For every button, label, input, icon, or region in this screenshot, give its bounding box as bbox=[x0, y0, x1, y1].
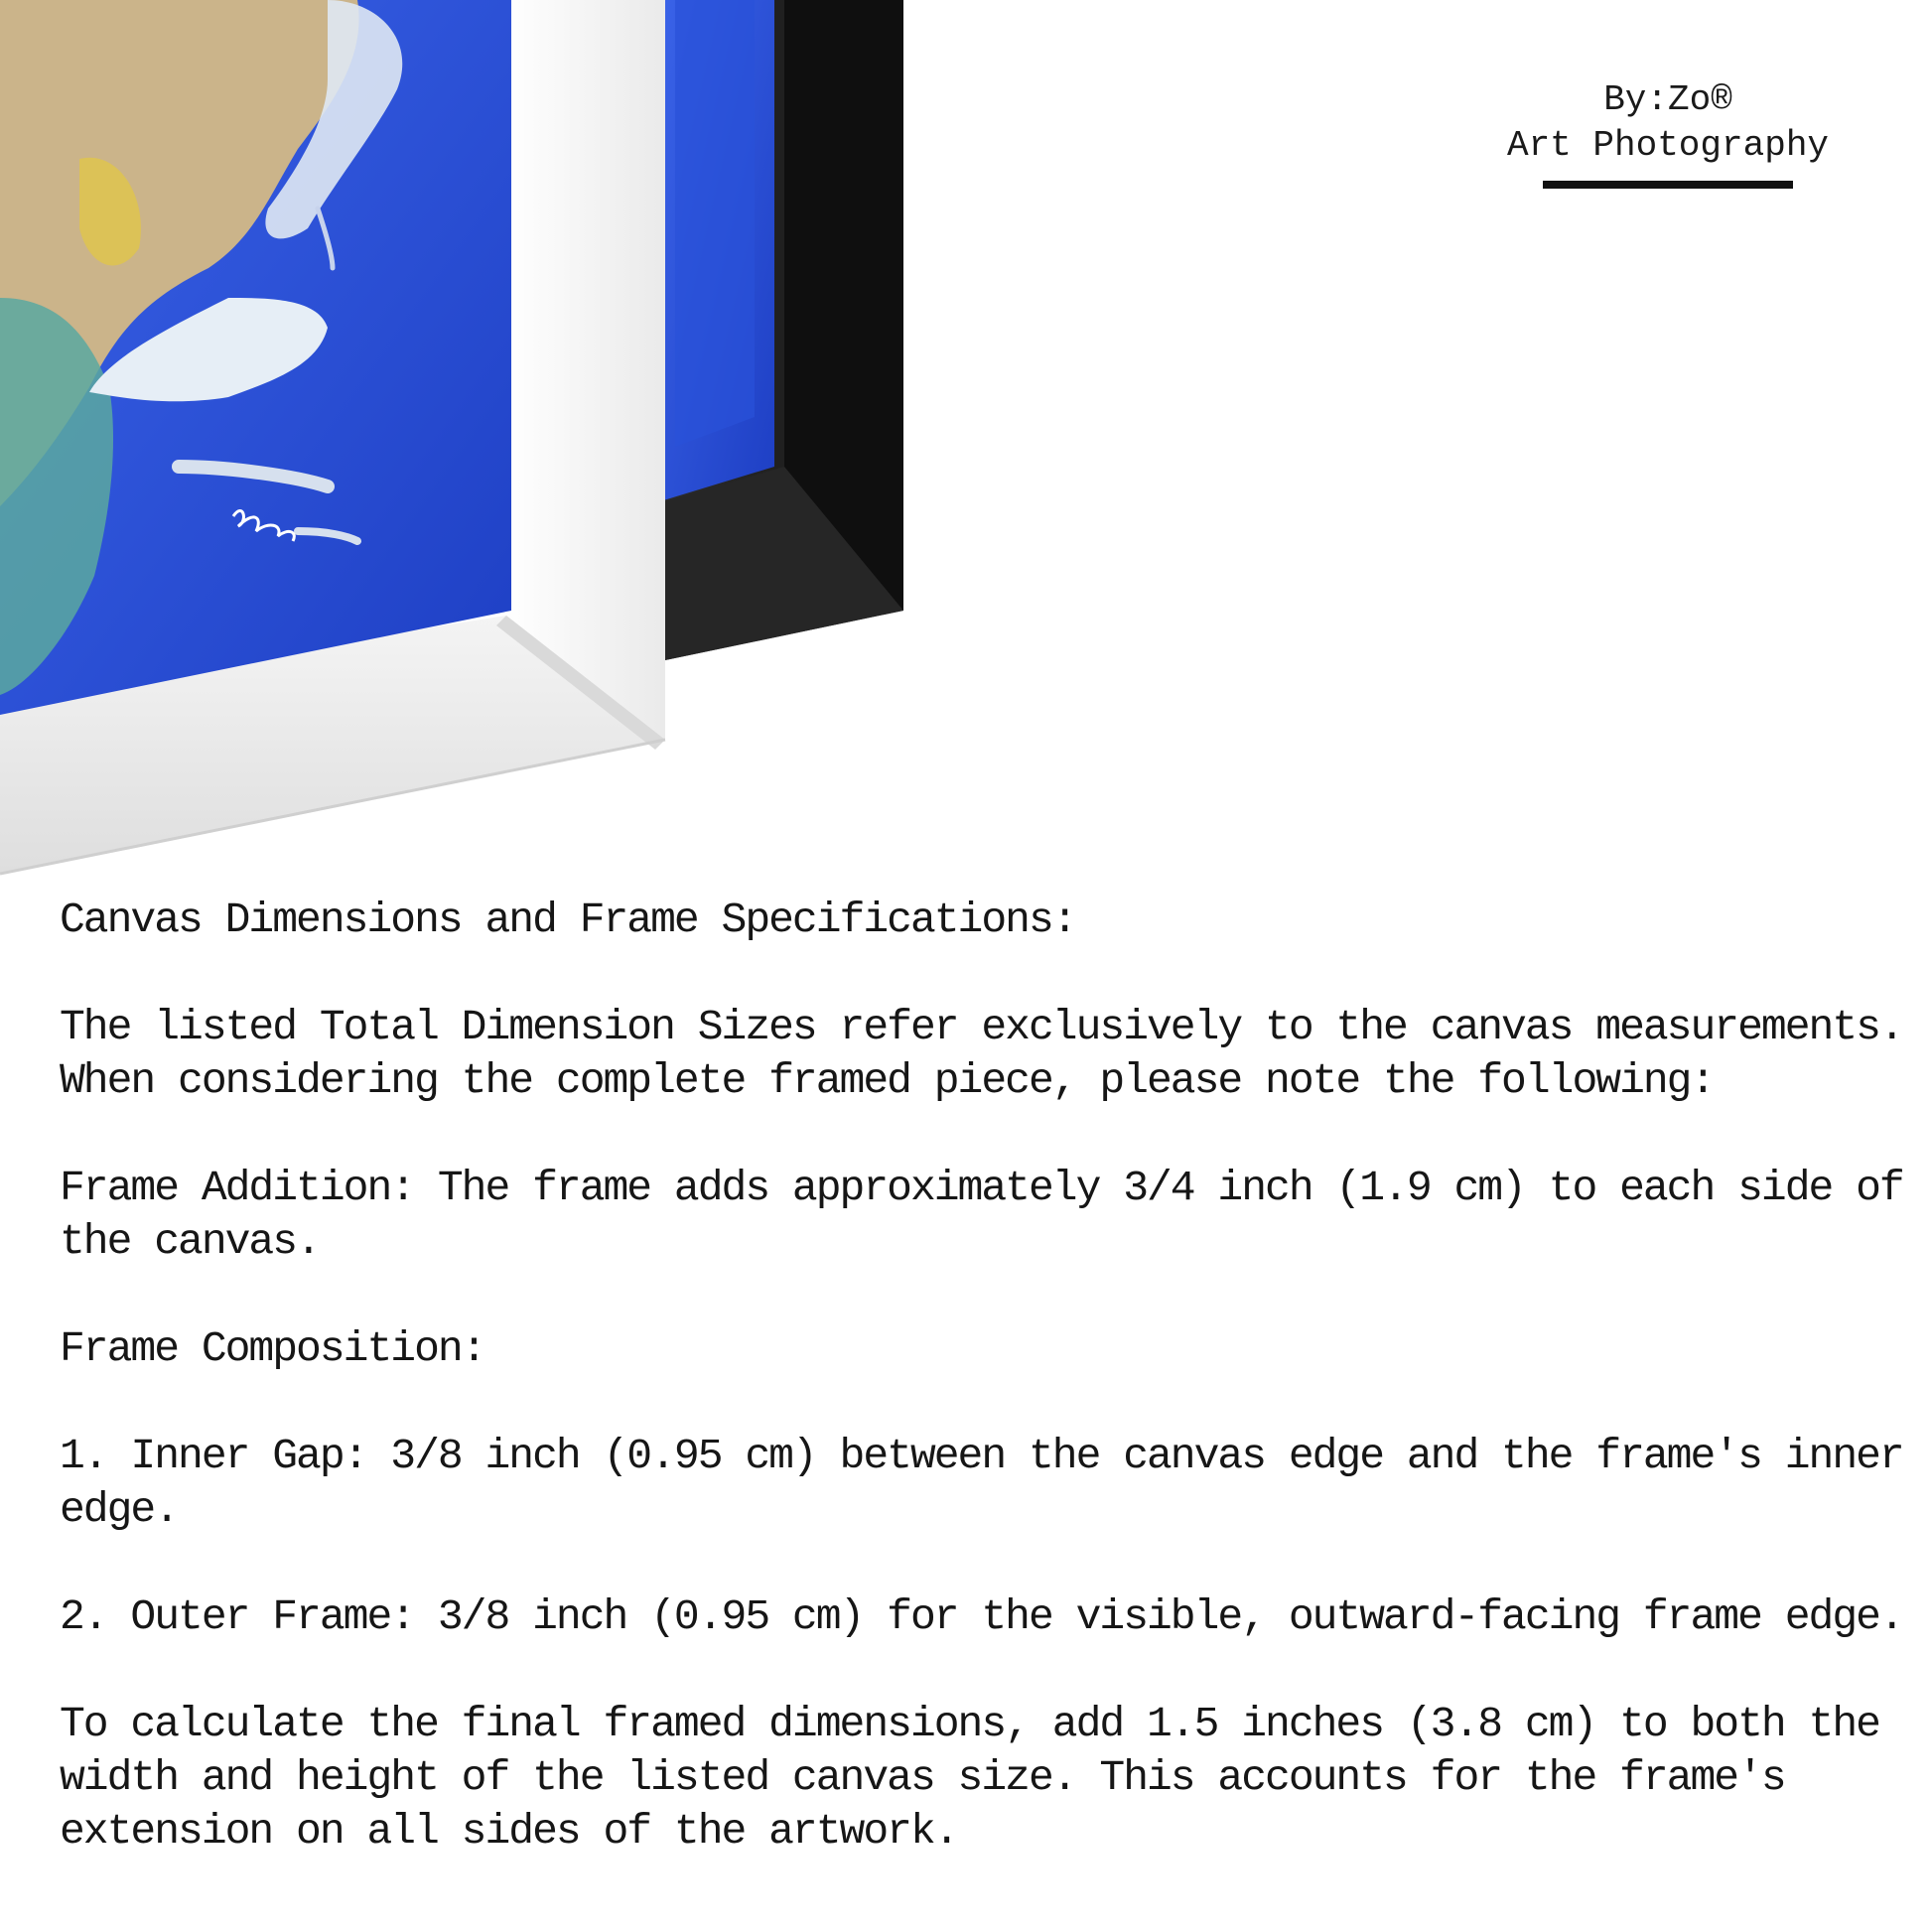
brand-line-2: Art Photography bbox=[1506, 125, 1830, 166]
spec-heading: Canvas Dimensions and Frame Specifications: bbox=[60, 896, 1076, 944]
frame-specifications bbox=[60, 894, 1926, 1912]
brand-line-1: By:Zo® bbox=[1603, 79, 1732, 120]
brand-underline bbox=[1543, 181, 1793, 189]
canvas-artwork bbox=[0, 0, 511, 715]
spec-paragraph-1: The listed Total Dimension Sizes refer exclusively to the canvas measurements. When considering the complete framed piece, please note the following: bbox=[60, 1003, 1927, 1105]
spec-item-2: 2. Outer Frame: 3/8 inch (0.95 cm) for the visible, outward-facing frame edge. bbox=[60, 1592, 1903, 1641]
brand-watermark bbox=[1469, 77, 1866, 169]
black-frame bbox=[660, 0, 903, 660]
spec-paragraph-2: Frame Addition: The frame adds approximately 3/4 inch (1.9 cm) to each side of the canvas. bbox=[60, 1164, 1927, 1266]
spec-item-1: 1. Inner Gap: 3/8 inch (0.95 cm) between the canvas edge and the frame's inner edge. bbox=[60, 1432, 1927, 1534]
spec-paragraph-3: Frame Composition: bbox=[60, 1324, 485, 1373]
spec-paragraph-4: To calculate the final framed dimensions, add 1.5 inches (3.8 cm) to both the width and height of the listed canvas size. This accounts for the frame's extension on all sides of the artwork. bbox=[60, 1700, 1903, 1856]
